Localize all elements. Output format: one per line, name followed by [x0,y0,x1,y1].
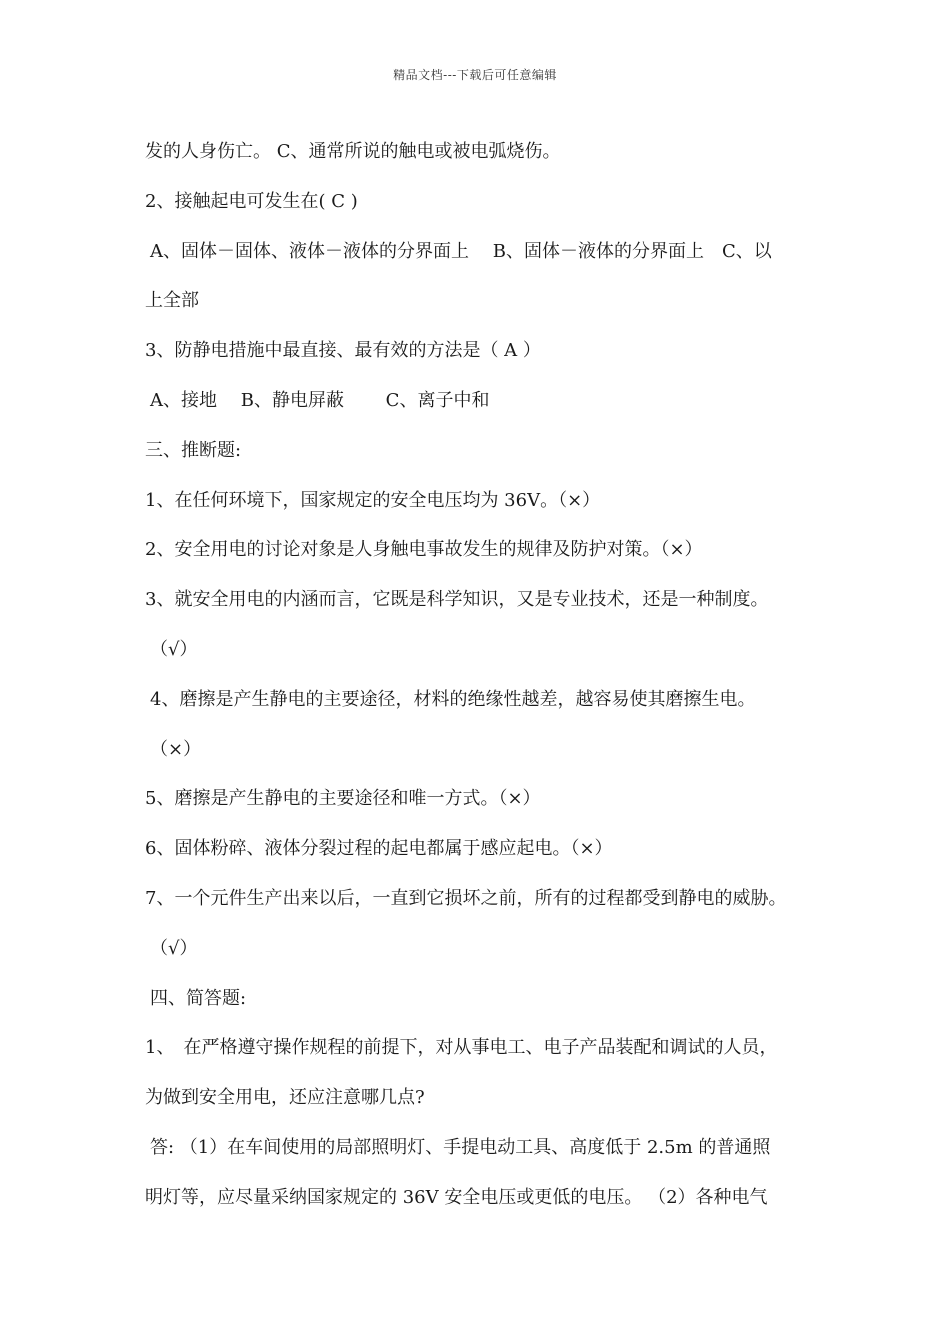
answer-text: 答: （1）在车间使用的局部照明灯、手提电动工具、高度低于 2.5m 的普通照 [150,1136,771,1158]
page-header: 精品文档---下载后可任意编辑 [393,68,557,82]
judgment-4-answer: （×） [150,738,202,760]
judgment-2: 2、安全用电的讨论对象是人身触电事故发生的规律及防护对策。（×） [145,539,703,561]
text-line: 发的人身伤亡。 C、通常所说的触电或被电弧烧伤。 [145,141,561,162]
answer-text-cont: 明灯等，应尽量采纳国家规定的 36V 安全电压或更低的电压。 （2）各种电气 [145,1186,768,1208]
judgment-7: 7、一个元件生产出来以后，一直到它损坏之前，所有的过程都受到静电的威胁。 [145,887,787,909]
question-2: 2、接触起电可发生在( C ) [145,190,358,212]
short-answer-1-cont: 为做到安全用电，还应注意哪几点? [145,1087,425,1109]
section-heading-judgment: 三、推断题: [145,439,242,461]
question-2-options-cont: 上全部 [145,290,199,312]
judgment-3: 3、就安全用电的内涵而言，它既是科学知识，又是专业技术，还是一种制度。 [145,589,769,611]
question-3: 3、防静电措施中最直接、最有效的方法是（ A ） [145,340,541,362]
judgment-1: 1、在任何环境下，国家规定的安全电压均为 36V。（×） [145,489,601,511]
judgment-7-answer: （√） [150,937,198,959]
question-2-options: A、固体－固体、液体－液体的分界面上 B、固体－液体的分界面上 C、以 [150,240,772,262]
judgment-4: 4、磨擦是产生静电的主要途径，材料的绝缘性越差，越容易使其磨擦生电。 [150,688,756,710]
short-answer-1: 1、 在严格遵守操作规程的前提下，对从事电工、电子产品装配和调试的人员， [145,1037,778,1059]
judgment-6: 6、固体粉碎、液体分裂过程的起电都属于感应起电。（×） [145,838,613,860]
judgment-5: 5、磨擦是产生静电的主要途径和唯一方式。（×） [145,788,541,810]
judgment-3-answer: （√） [150,638,198,660]
section-heading-short-answer: 四、简答题: [150,987,247,1009]
question-3-options: A、接地 B、静电屏蔽 C、离子中和 [150,389,490,411]
document-body [145,134,825,1230]
